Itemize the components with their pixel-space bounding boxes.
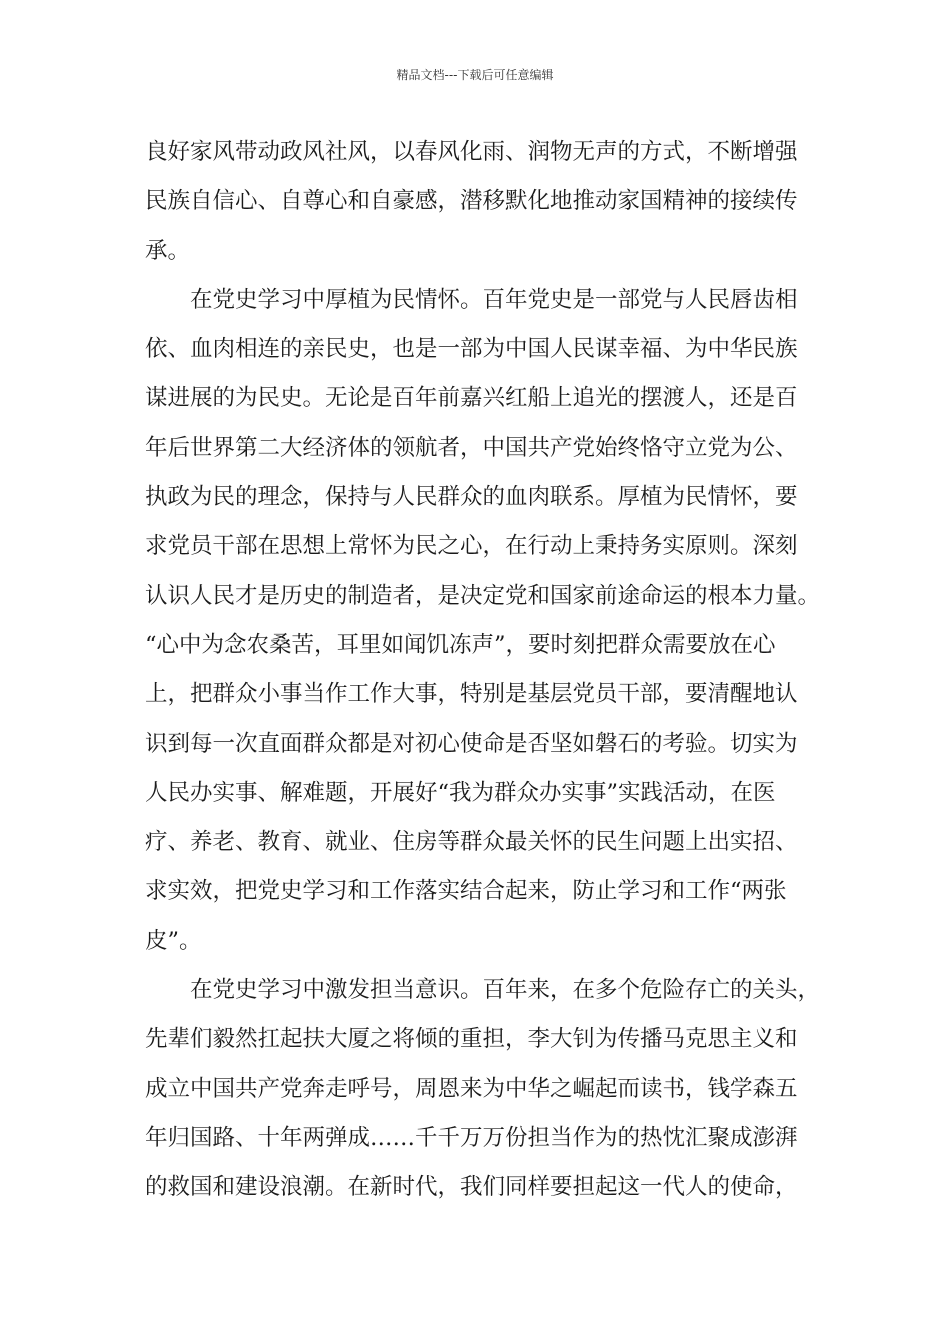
text-line: 良好家风带动政风社风，以春风化雨、润物无声的方式，不断增强 <box>145 139 798 165</box>
text-line: 民族自信心、自尊心和自豪感，潜移默化地推动家国精神的接续传 <box>145 188 798 215</box>
text-line: 识到每一次直面群众都是对初心使命是否坚如磐石的考验。切实为 <box>145 730 798 757</box>
text-line: 认识人民才是历史的制造者，是决定党和国家前途命运的根本力量。 <box>145 582 821 609</box>
text-line: 人民办实事、解难题，开展好“我为群众办实事”实践活动，在医 <box>145 779 776 806</box>
page-header: 精品文档---下载后可任意编辑 <box>396 68 554 82</box>
text-line: 先辈们毅然扛起扶大厦之将倾的重担，李大钊为传播马克思主义和 <box>145 1026 798 1053</box>
text-line: 上，把群众小事当作工作大事，特别是基层党员干部，要清醒地认 <box>145 681 798 708</box>
text-line: 年归国路、十年两弹成……千千万万份担当作为的热忱汇聚成澎湃 <box>145 1124 798 1151</box>
text-line: 求党员干部在思想上常怀为民之心，在行动上秉持务实原则。深刻 <box>145 533 798 560</box>
text-line: 在党史学习中厚植为民情怀。百年党史是一部党与人民唇齿相 <box>190 286 798 313</box>
text-line: “心中为念农桑苦，耳里如闻饥冻声”，要时刻把群众需要放在心 <box>145 631 776 658</box>
text-line: 执政为民的理念，保持与人民群众的血肉联系。厚植为民情怀，要 <box>145 484 798 511</box>
text-line: 皮”。 <box>145 927 202 954</box>
text-line: 依、血肉相连的亲民史，也是一部为中国人民谋幸福、为中华民族 <box>145 336 798 363</box>
text-line: 承。 <box>145 237 191 264</box>
text-line: 求实效，把党史学习和工作落实结合起来，防止学习和工作“两张 <box>145 878 787 905</box>
text-line: 的救国和建设浪潮。在新时代，我们同样要担起这一代人的使命， <box>145 1174 798 1201</box>
text-line: 谋进展的为民史。无论是百年前嘉兴红船上追光的摆渡人，还是百 <box>145 385 798 412</box>
text-line: 成立中国共产党奔走呼号，周恩来为中华之崛起而读书，钱学森五 <box>145 1075 798 1102</box>
text-line: 在党史学习中激发担当意识。百年来，在多个危险存亡的关头， <box>190 977 821 1004</box>
document-body <box>145 128 825 1213</box>
text-line: 疗、养老、教育、就业、住房等群众最关怀的民生问题上出实招、 <box>145 829 798 856</box>
text-line: 年后世界第二大经济体的领航者，中国共产党始终恪守立党为公、 <box>145 434 798 461</box>
